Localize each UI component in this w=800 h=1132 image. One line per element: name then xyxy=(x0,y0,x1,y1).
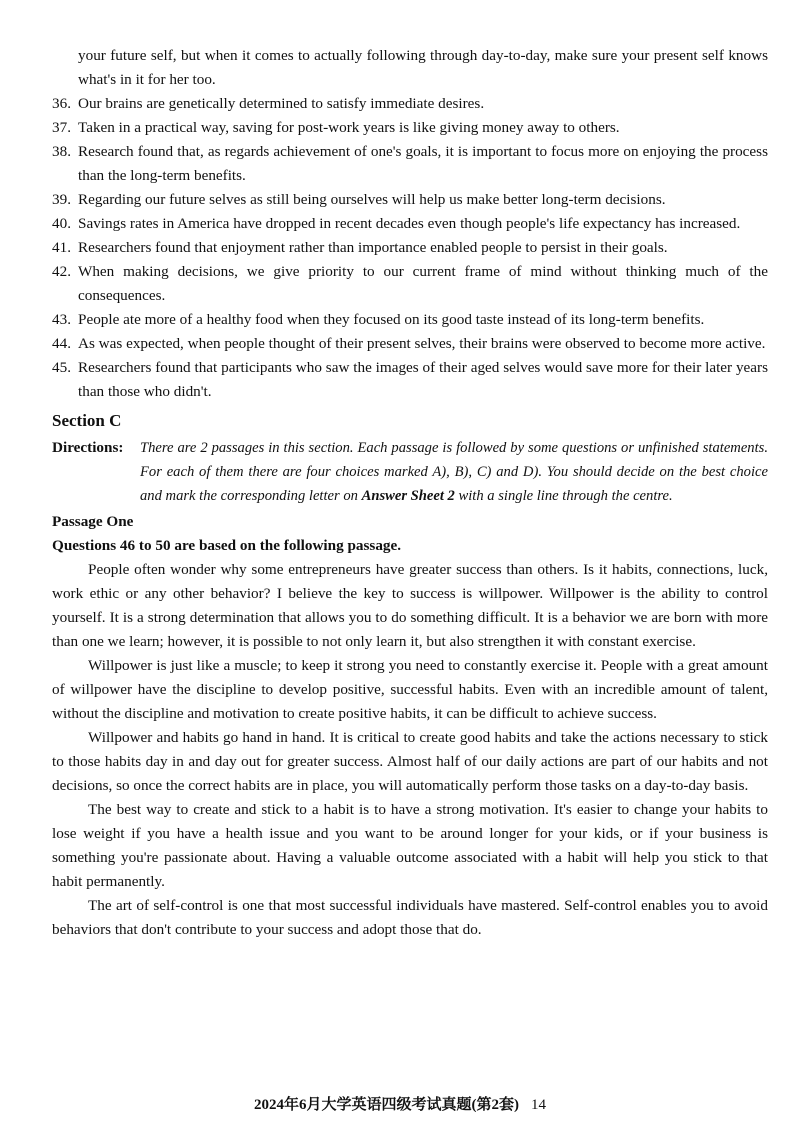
item-number: 38. xyxy=(52,143,71,160)
item-text: Savings rates in America have dropped in recent decades even though people's life expectancy has increased. xyxy=(78,215,741,232)
item-text: When making decisions, we give priority to our current frame of mind without thinking much of the consequences. xyxy=(78,263,768,304)
list-item xyxy=(52,308,768,332)
item-number: 40. xyxy=(52,215,71,232)
section-heading: Section C xyxy=(52,411,122,430)
page-number: 14 xyxy=(531,1097,546,1113)
passage-paragraph: Willpower and habits go hand in hand. It is critical to create good habits and take the actions necessary to stick to those habits day in and day out for greater success. Almost half of our daily actions are part of our habits and not decisions, so once the correct habits are in place, you will automatically perform those tasks on a day-to-day basis. xyxy=(52,729,768,794)
item-number: 42. xyxy=(52,263,71,280)
item-number: 41. xyxy=(52,239,71,256)
list-item xyxy=(52,140,768,188)
directions-text-part: There are 2 passages in this section. Each passage is followed by some questions or unfinished statements. For each of them there are four choices marked A), B), C) and D). You should decide on the best choice and mark the corresponding letter on xyxy=(140,440,768,504)
list-item xyxy=(52,116,768,140)
page-footer xyxy=(0,1093,800,1114)
item-text: Researchers found that participants who saw the images of their aged selves would save more for their later years than those who didn't. xyxy=(78,359,768,400)
list-item xyxy=(52,236,768,260)
answer-sheet-label: Answer Sheet 2 xyxy=(361,488,455,504)
item-number: 45. xyxy=(52,359,71,376)
passage-paragraph: Willpower is just like a muscle; to keep it strong you need to constantly exercise it. People with a great amount of willpower have the discipline to develop positive, successful habits. Even with an incredible amount of talent, without the discipline and motivation to create positive habits, it can be difficult to achieve success. xyxy=(52,657,768,722)
footer-title: 2024年6月大学英语四级考试真题(第2套) xyxy=(254,1097,519,1113)
item-number: 37. xyxy=(52,119,71,136)
item-text: Our brains are genetically determined to satisfy immediate desires. xyxy=(78,95,485,112)
item-text: As was expected, when people thought of their present selves, their brains were observed to become more active. xyxy=(78,335,766,352)
list-item xyxy=(52,92,768,116)
item-text: Researchers found that enjoyment rather than importance enabled people to persist in their goals. xyxy=(78,239,668,256)
item-number: 44. xyxy=(52,335,71,352)
directions-label: Directions: xyxy=(52,439,124,456)
item-text: Research found that, as regards achievement of one's goals, it is important to focus more on enjoying the process than the long-term benefits. xyxy=(78,143,768,184)
continued-text: your future self, but when it comes to actually following through day-to-day, make sure your present self knows what's in it for her too. xyxy=(78,47,768,88)
exam-page xyxy=(52,44,768,942)
item-text: Regarding our future selves as still being ourselves will help us make better long-term decisions. xyxy=(78,191,666,208)
list-item xyxy=(52,332,768,356)
statement-list xyxy=(52,92,768,404)
list-item xyxy=(52,356,768,404)
list-item xyxy=(52,188,768,212)
directions-text xyxy=(140,436,768,508)
questions-header: Questions 46 to 50 are based on the following passage. xyxy=(52,537,402,554)
list-item xyxy=(52,212,768,236)
item-text: Taken in a practical way, saving for post-work years is like giving money away to others. xyxy=(78,119,620,136)
passage-paragraph: The best way to create and stick to a habit is to have a strong motivation. It's easier to change your habits to lose weight if you have a health issue and you want to be around longer for your kids, or if your business is something you're passionate about. Having a valuable outcome associated with a habit will help you stick to that habit permanently. xyxy=(52,801,768,890)
list-item xyxy=(52,260,768,308)
passage-paragraph: The art of self-control is one that most successful individuals have mastered. Self-control enables you to avoid behaviors that don't contribute to your success and adopt those that do. xyxy=(52,897,768,938)
directions xyxy=(52,436,768,508)
directions-text-part: with a single line through the centre. xyxy=(454,488,673,504)
passage-title: Passage One xyxy=(52,513,134,530)
item-number: 39. xyxy=(52,191,71,208)
passage-paragraph: People often wonder why some entrepreneurs have greater success than others. Is it habits, connections, luck, work ethic or any other behavior? I believe the key to success is willpower. Willpower is the ability to control yourself. It is a strong determination that allows you to do something difficult. It is a behavior we are born with more than one we learn; however, it is possible to not only learn it, but also strengthen it with constant exercise. xyxy=(52,561,768,650)
item-text: People ate more of a healthy food when they focused on its good taste instead of its long-term benefits. xyxy=(78,311,705,328)
item-number: 36. xyxy=(52,95,71,112)
item-number: 43. xyxy=(52,311,71,328)
